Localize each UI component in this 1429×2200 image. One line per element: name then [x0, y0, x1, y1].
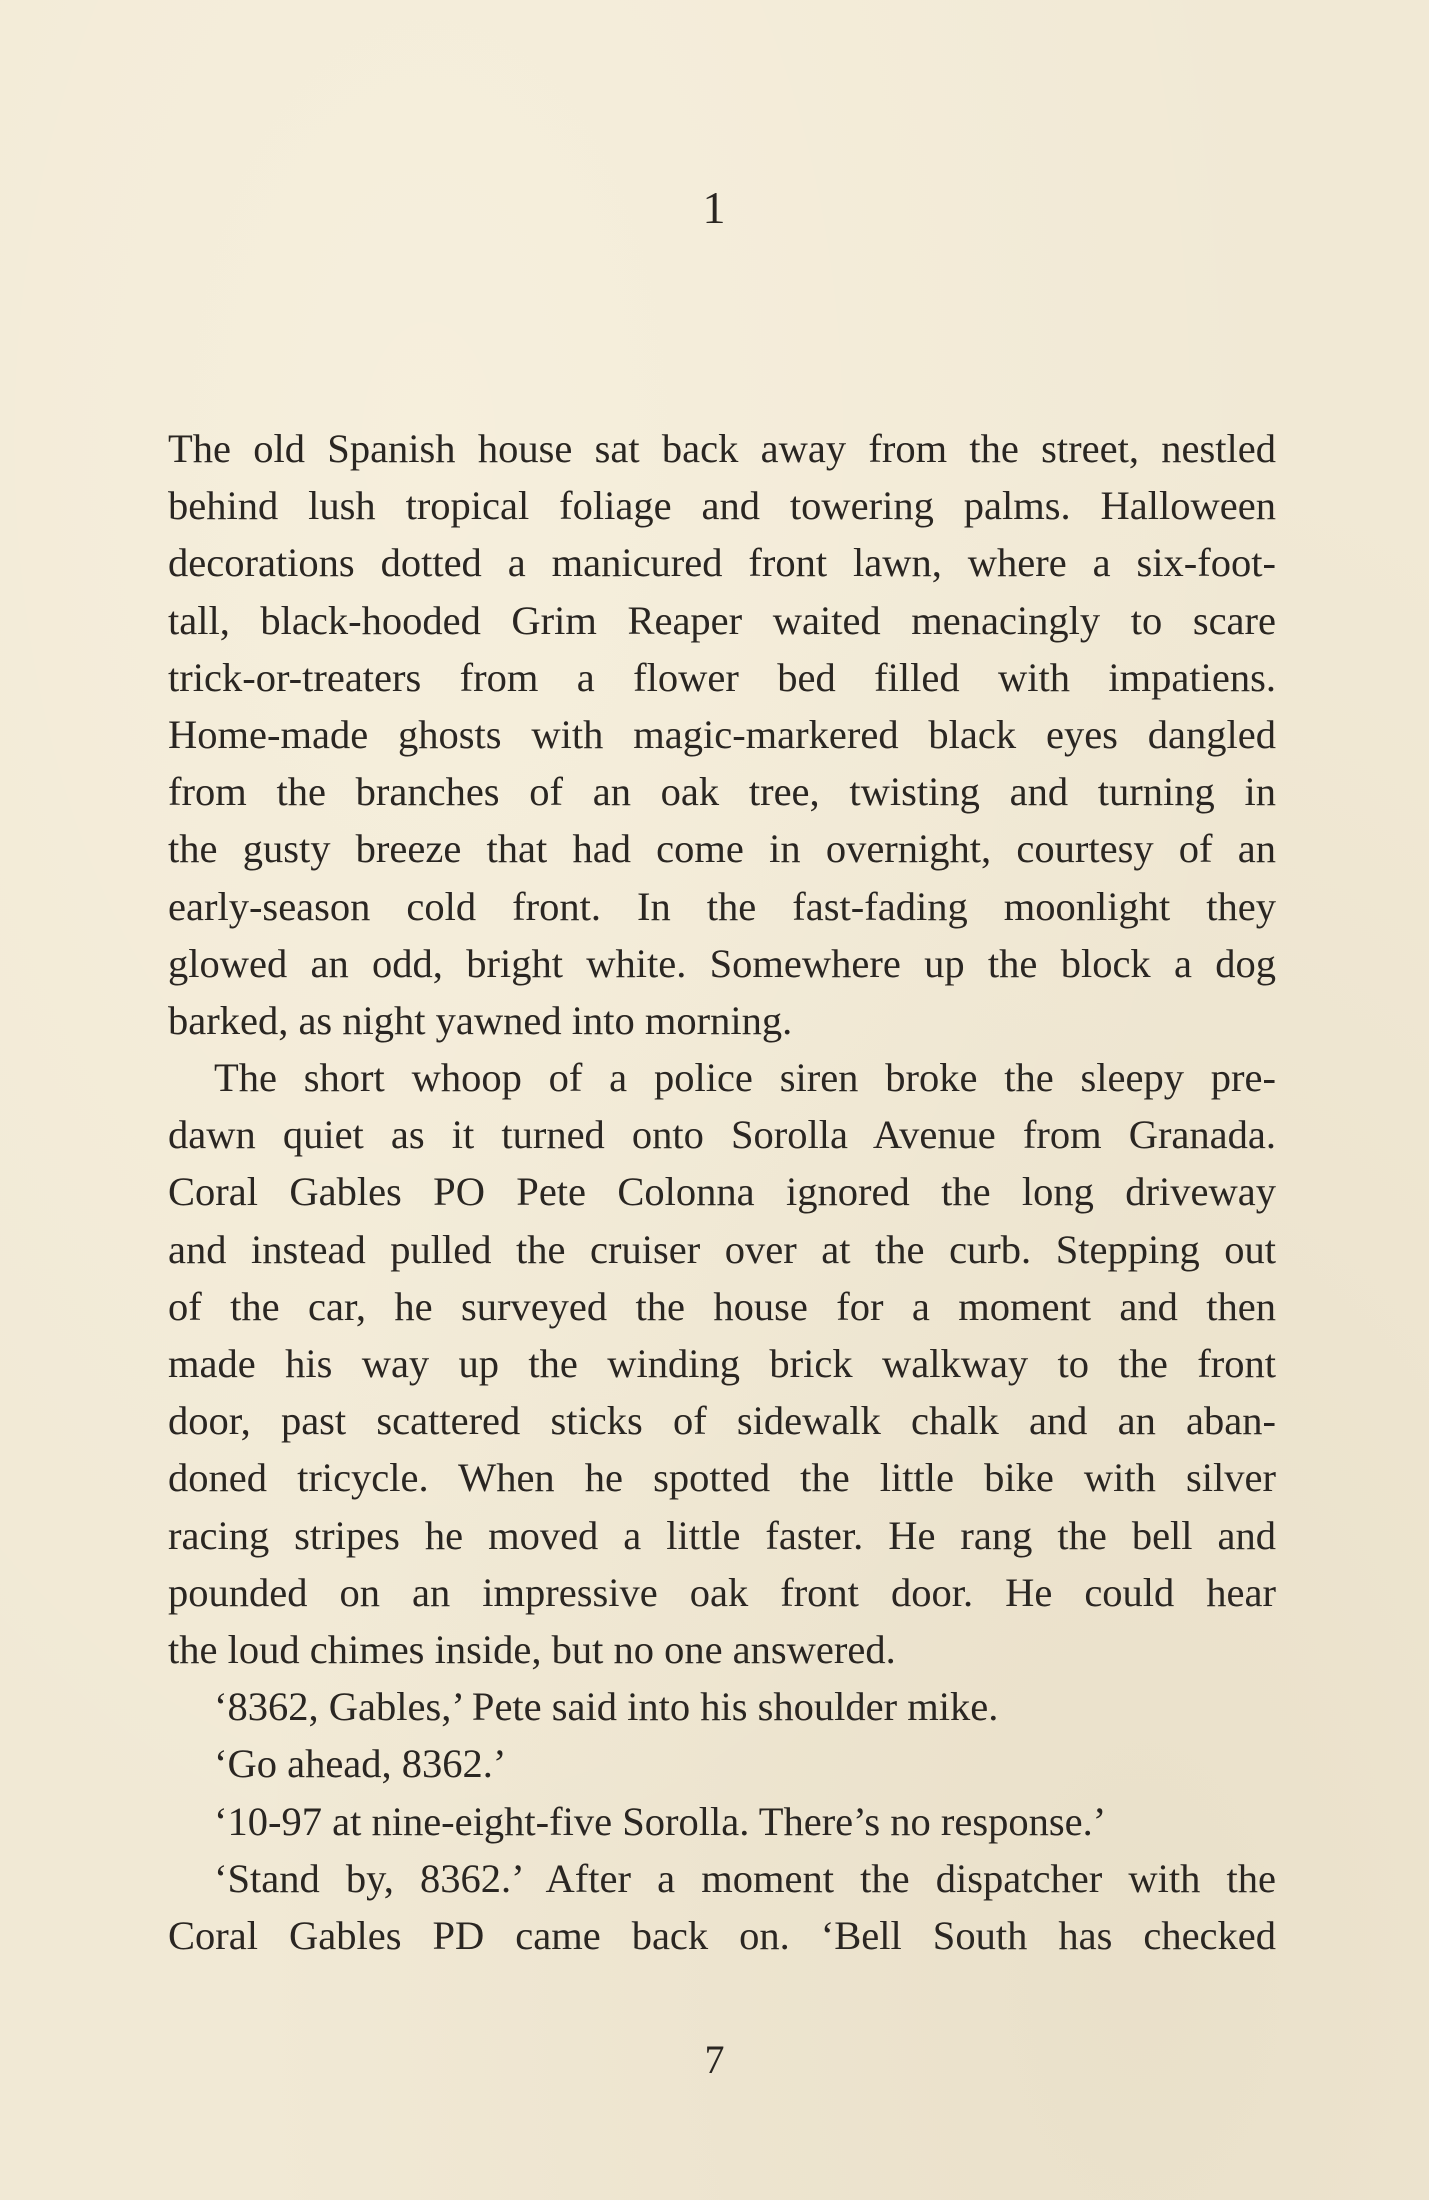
text-line: the loud chimes inside, but no one answered.	[168, 1626, 896, 1672]
text-line: Coral Gables PO Pete Colonna ignored the long driveway	[168, 1169, 1276, 1215]
text-line: ‘Go ahead, 8362.’	[214, 1741, 507, 1787]
text-line: early-season cold front. In the fast-fading moonlight they	[168, 883, 1276, 929]
body-text	[168, 420, 1276, 1964]
text-line: glowed an odd, bright white. Somewhere up the block a dog	[168, 940, 1276, 986]
text-line: racing stripes he moved a little faster. He rang the bell and	[168, 1512, 1276, 1558]
text-line: doned tricycle. When he spotted the little bike with silver	[168, 1455, 1276, 1501]
text-line: The old Spanish house sat back away from the street, nestled	[168, 426, 1276, 471]
text-line: Home-made ghosts with magic-markered black eyes dangled	[168, 711, 1276, 757]
text-line: behind lush tropical foliage and towering palms. Halloween	[168, 483, 1276, 529]
chapter-number: 1	[702, 182, 727, 233]
text-line: made his way up the winding brick walkway to the front	[168, 1341, 1276, 1386]
text-line: pounded on an impressive oak front door. He could hear	[168, 1569, 1276, 1615]
text-line: ‘10-97 at nine-eight-five Sorolla. There’s no response.’	[214, 1798, 1107, 1844]
text-line: decorations dotted a manicured front lawn, where a six-foot-	[168, 540, 1276, 586]
text-line: from the branches of an oak tree, twisting and turning in	[168, 769, 1276, 815]
text-line: trick-or-treaters from a flower bed filled with impatiens.	[168, 654, 1276, 700]
text-line: ‘Stand by, 8362.’ After a moment the dispatcher with the	[214, 1855, 1276, 1901]
text-line: of the car, he surveyed the house for a moment and then	[168, 1283, 1276, 1329]
text-line: door, past scattered sticks of sidewalk chalk and an aban-	[168, 1398, 1276, 1444]
text-line: and instead pulled the cruiser over at the curb. Stepping out	[168, 1226, 1276, 1272]
page-number: 7	[704, 2037, 725, 2082]
text-line: The short whoop of a police siren broke the sleepy pre-	[214, 1055, 1276, 1101]
text-line: tall, black-hooded Grim Reaper waited menacingly to scare	[168, 597, 1276, 643]
text-line: Coral Gables PD came back on. ‘Bell South has checked	[168, 1912, 1276, 1958]
text-line: dawn quiet as it turned onto Sorolla Avenue from Granada.	[168, 1112, 1276, 1158]
text-line: barked, as night yawned into morning.	[168, 997, 793, 1043]
text-line: ‘8362, Gables,’ Pete said into his shoulder mike.	[214, 1684, 999, 1730]
text-line: the gusty breeze that had come in overnight, courtesy of an	[168, 826, 1276, 872]
